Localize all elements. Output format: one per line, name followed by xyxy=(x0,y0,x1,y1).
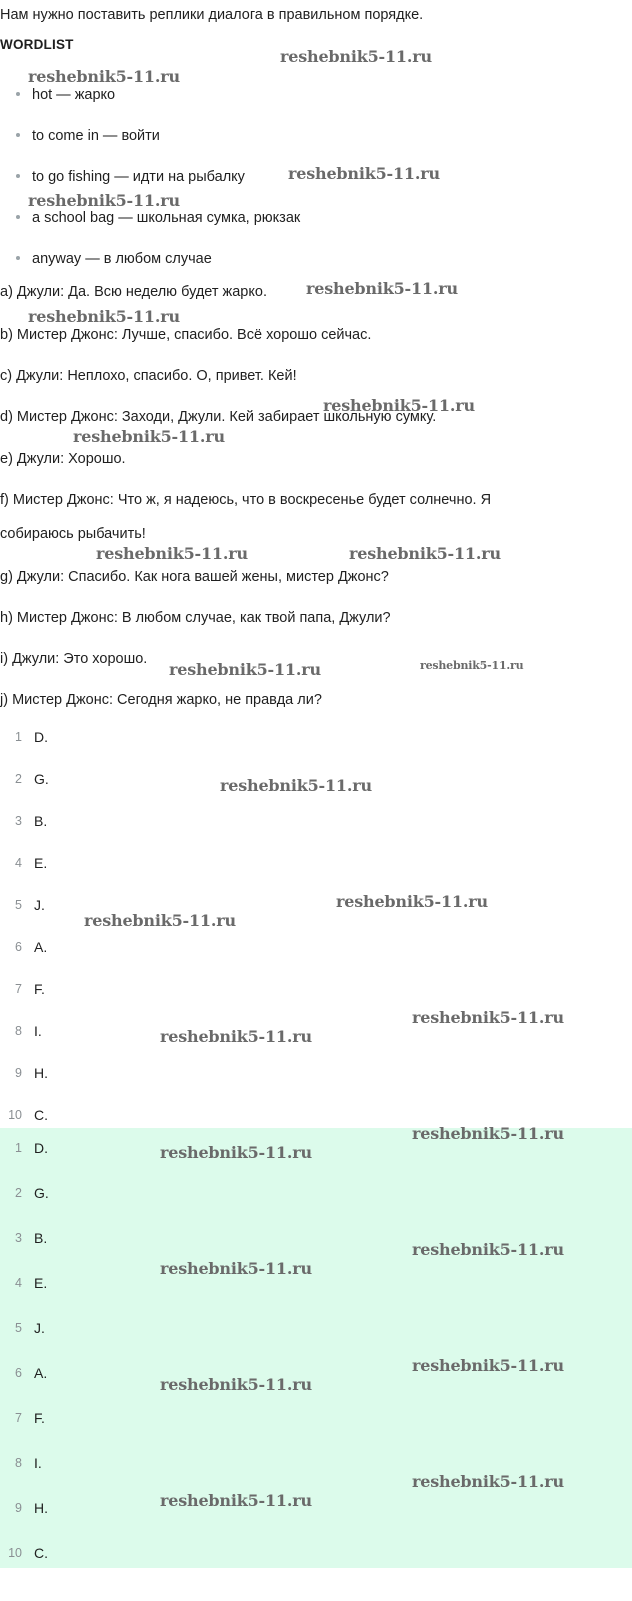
watermark: reshebnik5-11.ru xyxy=(412,1008,564,1027)
watermark: reshebnik5-11.ru xyxy=(160,1491,312,1510)
wordlist-item: anyway — в любом случае xyxy=(16,251,212,267)
intro-text: Нам нужно поставить реплики диалога в правильном порядке. xyxy=(0,7,424,23)
wordlist-item: to go fishing — идти на рыбалку xyxy=(16,169,245,185)
order-value: H. xyxy=(34,1065,48,1081)
watermark: reshebnik5-11.ru xyxy=(160,1027,312,1046)
order-value: C. xyxy=(34,1107,48,1123)
answer-background xyxy=(0,1128,632,1568)
watermark: reshebnik5-11.ru xyxy=(412,1356,564,1375)
watermark: reshebnik5-11.ru xyxy=(306,279,458,298)
answer-value: A. xyxy=(34,1365,48,1381)
watermark: reshebnik5-11.ru xyxy=(28,191,180,210)
dialogue-line-d: d) Мистер Джонс: Заходи, Джули. Кей забирает школьную сумку. xyxy=(0,409,437,425)
watermark: reshebnik5-11.ru xyxy=(420,659,524,672)
order-number: 8 xyxy=(15,1024,22,1038)
answer-number: 9 xyxy=(15,1501,22,1515)
watermark: reshebnik5-11.ru xyxy=(349,544,501,563)
wordlist-item: a school bag — школьная сумка, рюкзак xyxy=(16,210,300,226)
watermark: reshebnik5-11.ru xyxy=(160,1259,312,1278)
dialogue-line-c: c) Джули: Неплохо, спасибо. О, привет. Кей! xyxy=(0,368,297,384)
answer-value: G. xyxy=(34,1185,49,1201)
order-value: D. xyxy=(34,729,48,745)
answer-number: 2 xyxy=(15,1186,22,1200)
order-number: 7 xyxy=(15,982,22,996)
watermark: reshebnik5-11.ru xyxy=(412,1124,564,1143)
watermark: reshebnik5-11.ru xyxy=(28,307,180,326)
wordlist-item: to come in — войти xyxy=(16,128,160,144)
watermark: reshebnik5-11.ru xyxy=(412,1240,564,1259)
dialogue-line-h: h) Мистер Джонс: В любом случае, как твой папа, Джули? xyxy=(0,610,391,626)
watermark: reshebnik5-11.ru xyxy=(280,47,432,66)
watermark: reshebnik5-11.ru xyxy=(336,892,488,911)
answer-value: F. xyxy=(34,1410,45,1426)
answer-value: E. xyxy=(34,1275,48,1291)
dialogue-line-j: j) Мистер Джонс: Сегодня жарко, не правда ли? xyxy=(0,692,322,708)
bullet-icon xyxy=(16,215,20,219)
dialogue-line-b: b) Мистер Джонс: Лучше, спасибо. Всё хорошо сейчас. xyxy=(0,327,372,343)
watermark: reshebnik5-11.ru xyxy=(288,164,440,183)
watermark: reshebnik5-11.ru xyxy=(169,660,321,679)
answer-number: 3 xyxy=(15,1231,22,1245)
order-number: 5 xyxy=(15,898,22,912)
order-number: 9 xyxy=(15,1066,22,1080)
watermark: reshebnik5-11.ru xyxy=(160,1143,312,1162)
answer-number: 6 xyxy=(15,1366,22,1380)
watermark: reshebnik5-11.ru xyxy=(412,1472,564,1491)
order-value: E. xyxy=(34,855,48,871)
answer-number: 10 xyxy=(8,1546,22,1560)
order-number: 2 xyxy=(15,772,22,786)
watermark: reshebnik5-11.ru xyxy=(28,67,180,86)
order-value: I. xyxy=(34,1023,42,1039)
dialogue-line-f: f) Мистер Джонс: Что ж, я надеюсь, что в воскресенье будет солнечно. Я xyxy=(0,492,492,508)
order-number: 3 xyxy=(15,814,22,828)
watermark: reshebnik5-11.ru xyxy=(84,911,236,930)
order-value: G. xyxy=(34,771,49,787)
dialogue-line-i: i) Джули: Это хорошо. xyxy=(0,651,148,667)
order-number: 4 xyxy=(15,856,22,870)
answer-value: J. xyxy=(34,1320,45,1336)
wordlist-item: hot — жарко xyxy=(16,87,115,103)
watermark: reshebnik5-11.ru xyxy=(96,544,248,563)
order-number: 10 xyxy=(8,1108,22,1122)
watermark: reshebnik5-11.ru xyxy=(323,396,475,415)
dialogue-line-g: g) Джули: Спасибо. Как нога вашей жены, мистер Джонс? xyxy=(0,569,389,585)
bullet-icon xyxy=(16,133,20,137)
order-number: 6 xyxy=(15,940,22,954)
order-value: A. xyxy=(34,939,48,955)
watermark: reshebnik5-11.ru xyxy=(220,776,372,795)
answer-number: 7 xyxy=(15,1411,22,1425)
bullet-icon xyxy=(16,256,20,260)
answer-value: H. xyxy=(34,1500,48,1516)
dialogue-line-e: e) Джули: Хорошо. xyxy=(0,451,126,467)
order-value: J. xyxy=(34,897,45,913)
bullet-icon xyxy=(16,92,20,96)
answer-value: C. xyxy=(34,1545,48,1561)
answer-number: 8 xyxy=(15,1456,22,1470)
watermark: reshebnik5-11.ru xyxy=(160,1375,312,1394)
dialogue-line-f-cont: собираюсь рыбачить! xyxy=(0,526,146,542)
answer-number: 4 xyxy=(15,1276,22,1290)
answer-number: 5 xyxy=(15,1321,22,1335)
dialogue-line-a: a) Джули: Да. Всю неделю будет жарко. xyxy=(0,284,267,300)
watermark: reshebnik5-11.ru xyxy=(73,427,225,446)
answer-value: I. xyxy=(34,1455,42,1471)
order-value: F. xyxy=(34,981,45,997)
answer-value: B. xyxy=(34,1230,48,1246)
order-value: B. xyxy=(34,813,48,829)
order-number: 1 xyxy=(15,730,22,744)
wordlist-title: WORDLIST xyxy=(0,37,74,52)
answer-number: 1 xyxy=(15,1141,22,1155)
bullet-icon xyxy=(16,174,20,178)
answer-value: D. xyxy=(34,1140,48,1156)
